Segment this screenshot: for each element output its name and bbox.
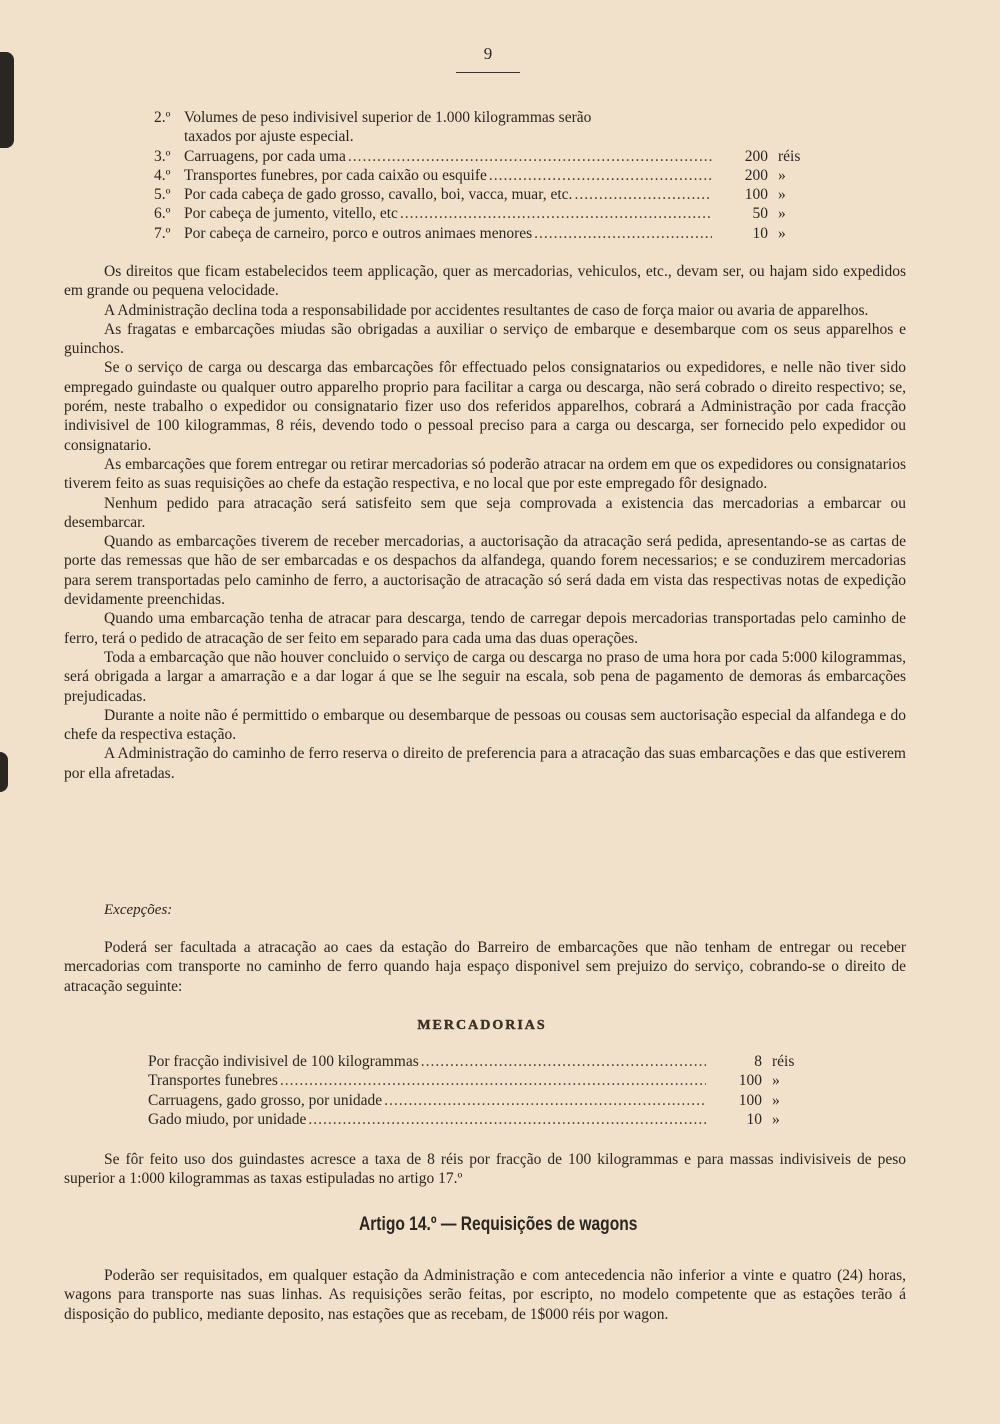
paragraph: Nenhum pedido para atracação será satisfeito sem que seja comprovada a existencia das mercadorias a embarcar ou desembarcar.: [64, 494, 906, 531]
leader-dots: [487, 166, 712, 185]
leader-dots: [419, 1052, 706, 1071]
leader-dots: [306, 1110, 706, 1129]
paragraph: Quando as embarcações tiverem de receber mercadorias, a auctorisação da atracação será pedida, apresentando-se as cartas de porte das remessas que hão de ser embarcadas e os despachos da alfandega, quando forem necessarios; e se conduzirem mercadorias para serem transportadas pelo caminho de ferro, a auctorisação de atracação só será dada em vista das respectivas notas de expedição devidamente preenchidas.: [64, 533, 906, 609]
paragraph: A Administração do caminho de ferro reserva o direito de preferencia para a atracação das suas embarcações e das que estiverem por ella afretadas.: [64, 745, 906, 782]
mercadorias-item: Por fracção indivisivel de 100 kilogrammas ..... 8 réis: [148, 1052, 818, 1071]
scan-edge-mark: [0, 752, 8, 792]
tariff-item: 6.º Por cabeça de jumento, vitello, etc ..... 50 »: [154, 204, 824, 223]
leader-dots: [398, 204, 712, 223]
page-number: 9: [483, 44, 493, 63]
leader-dots: [382, 1091, 706, 1110]
mercadorias-item: Gado miudo, por unidade ..... 10 »: [148, 1110, 818, 1129]
paragraph: Quando uma embarcação tenha de atracar para descarga, tendo de carregar depois mercadorias transportadas pelo caminho de ferro, terá o pedido de atracação de ser feito em separado para cada uma das duas operações.: [64, 610, 906, 647]
paragraph: As fragatas e embarcações miudas são obrigadas a auxiliar o serviço de embarque e desembarque com os seus apparelhos e guinchos.: [64, 320, 906, 358]
tariff-item: 2.º Volumes de peso indivisivel superior de 1.000 kilogrammas serão: [154, 109, 592, 126]
paragraph: Toda a embarcação que não houver concluido o serviço de carga ou descarga no praso de uma hora por cada 5:000 kilogrammas, será obrigada a largar a amarração e a dar logar á que se lhe seguir na escala, sob pena de pagamento de demoras ás embarcações prejudicadas.: [64, 648, 906, 705]
paragraph: Poderá ser facultada a atracação ao caes da estação do Barreiro de embarcações que não tenham de entregar ou receber mercadorias com transporte no caminho de ferro quando haja espaço disponivel sem prejuizo do serviço, cobrando-se o direito de atracação seguinte:: [64, 939, 906, 995]
leader-dots: [572, 185, 712, 204]
regulation-paragraphs: [64, 262, 906, 783]
tariff-item: 5.º Por cada cabeça de gado grosso, cavallo, boi, vacca, muar, etc. ..... 100 »: [154, 185, 824, 204]
exceptions-heading: Excepções:: [104, 902, 173, 918]
tariff-item: 4.º Transportes funebres, por cada caixão ou esquife ..... 200 »: [154, 166, 824, 185]
leader-dots: [532, 224, 712, 243]
tariff-item: 3.º Carruagens, por cada uma ..... 200 réis: [154, 147, 824, 166]
article-text: [64, 1266, 906, 1324]
paragraph: Durante a noite não é permittido o embarque ou desembarque de pessoas ou cousas sem auctorisação especial da alfandega e do chefe da respectiva estação.: [64, 706, 906, 744]
paragraph: Se o serviço de carga ou descarga das embarcações fôr effectuado pelos consignatarios ou expedidores, e nelle não tiver sido empregado guindaste ou qualquer outro apparelho proprio para facilitar a carga ou descarga, não será cobrado o direito respectivo; se, porém, neste trabalho o expedidor ou consignatario fizer uso dos referidos apparelhos, cobrará a Administração por cada fracção indivisivel de 100 kilogrammas, 8 réis, devendo todo o pessoal preciso para a carga ou descarga, ser fornecido pelo expedidor ou consignatario.: [64, 359, 906, 454]
paragraph: As embarcações que forem entregar ou retirar mercadorias só poderão atracar na ordem em que os expedidores ou consignatarios tiverem feito as suas requisições ao chefe da estação respectiva, e no local que por este empregado fôr designado.: [64, 455, 906, 493]
mercadorias-item: Carruagens, gado grosso, por unidade ..... 100 »: [148, 1091, 818, 1110]
paragraph: Poderão ser requisitados, em qualquer estação da Administração e com antecedencia não inferior a vinte e quatro (24) horas, wagons para transporte nas suas linhas. As requisições serão feitas, por escripto, no modelo competente que as estações terão á disposição do publico, mediante deposito, nas estações que as recebam, de 1$000 réis por wagon.: [64, 1267, 906, 1323]
article-heading: Artigo 14.º — Requisições de wagons: [358, 1214, 638, 1235]
guindastes-text: [64, 1150, 906, 1189]
leader-dots: [278, 1071, 706, 1090]
tariff-list: [154, 108, 824, 243]
mercadorias-title: MERCADORIAS: [417, 1018, 547, 1033]
tariff-item: taxados por ajuste especial.: [184, 128, 354, 146]
mercadorias-list: [148, 1052, 818, 1129]
tariff-item: 7.º Por cabeça de carneiro, porco e outros animaes menores ..... 10 »: [154, 224, 824, 243]
exceptions-text: [64, 938, 906, 996]
paragraph: A Administração declina toda a responsabilidade por accidentes resultantes de caso de força maior ou avaria de apparelhos.: [104, 301, 869, 319]
mercadorias-item: Transportes funebres ..... 100 »: [148, 1071, 818, 1090]
paragraph: Se fôr feito uso dos guindastes acresce a taxa de 8 réis por fracção de 100 kilogrammas e para massas indivisiveis de peso superior a 1:000 kilogrammas as taxas estipuladas no artigo 17.º: [64, 1151, 906, 1188]
leader-dots: [346, 147, 712, 166]
scan-edge-mark: [0, 52, 14, 148]
page-number-rule: [456, 72, 520, 73]
paragraph: Os direitos que ficam estabelecidos teem applicação, quer as mercadorias, vehiculos, etc., devam ser, ou hajam sido expedidos em grande ou pequena velocidade.: [64, 263, 906, 300]
